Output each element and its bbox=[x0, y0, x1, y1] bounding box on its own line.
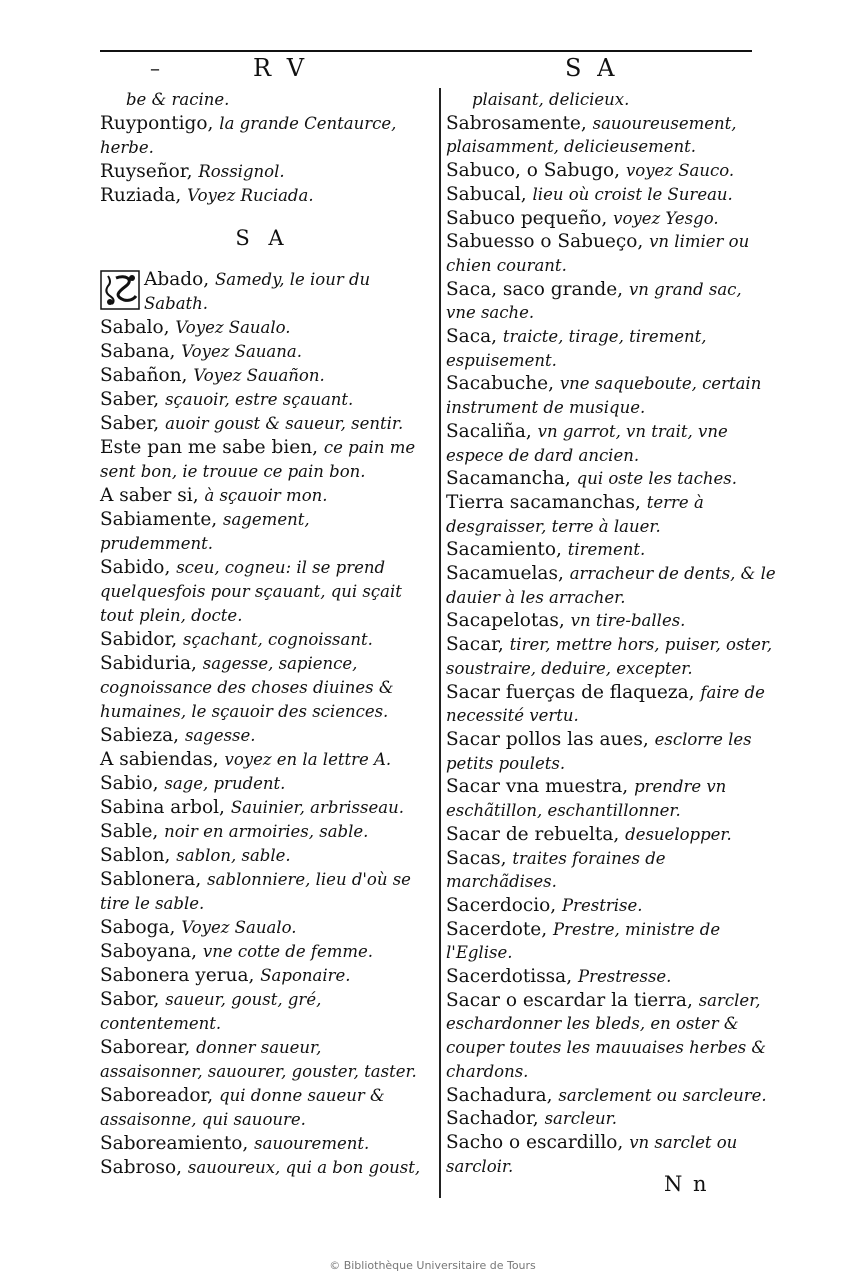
definition: plaisant, delicieux. bbox=[472, 90, 630, 109]
dictionary-entry bbox=[100, 112, 425, 160]
definition: sarcleur. bbox=[544, 1109, 617, 1129]
definition: Saponaire. bbox=[260, 966, 351, 985]
headword: Sacar vna muestra, bbox=[446, 776, 635, 798]
dictionary-entry bbox=[446, 609, 776, 633]
definition: sauoureux, qui a bon goust, bbox=[187, 1158, 421, 1177]
definition: Voyez Saualo. bbox=[175, 318, 291, 337]
definition: Rossignol. bbox=[198, 162, 285, 181]
dictionary-entry bbox=[100, 1132, 425, 1156]
headword: Sacabuche, bbox=[446, 373, 560, 395]
headword: Sabuco, o Sabugo, bbox=[446, 160, 626, 182]
dictionary-entry bbox=[100, 160, 425, 184]
ornamental-initial-s-icon bbox=[100, 270, 140, 310]
definition: be & racine. bbox=[126, 90, 230, 109]
dictionary-entry bbox=[100, 436, 425, 484]
dictionary-entry bbox=[100, 412, 425, 436]
definition: tirer, mettre hors, puiser, oster, soustraire, deduire, excepter. bbox=[446, 635, 773, 678]
definition: arracheur de dents, & le dauier à les arracher. bbox=[446, 564, 776, 607]
headword: Sabina arbol, bbox=[100, 797, 231, 818]
dictionary-entry bbox=[100, 388, 425, 412]
headword: Sabieza, bbox=[100, 725, 185, 746]
headword: Sabuco pequeño, bbox=[446, 207, 614, 229]
left-entries-post bbox=[100, 268, 425, 1180]
headword: A sabiendas, bbox=[100, 749, 225, 770]
dictionary-entry bbox=[100, 508, 425, 556]
definition: sauourement. bbox=[254, 1134, 370, 1153]
dictionary-entry bbox=[446, 823, 776, 847]
headword: Saber, bbox=[100, 413, 166, 434]
dictionary-entry bbox=[446, 1107, 776, 1131]
headword: Sabroso, bbox=[100, 1157, 188, 1178]
signature-mark: N n bbox=[664, 1172, 709, 1196]
dictionary-entry bbox=[100, 484, 425, 508]
dictionary-entry bbox=[446, 894, 776, 918]
definition: donner saueur, assaisonner, sauourer, gouster, taster. bbox=[100, 1038, 417, 1081]
definition: sarcler, eschardonner les bleds, en oster & couper toutes les mauuaises herbes & chardons. bbox=[446, 990, 767, 1081]
dictionary-entry bbox=[446, 847, 776, 894]
definition: sagement, prudemment. bbox=[100, 510, 310, 553]
dictionary-entry bbox=[446, 491, 776, 538]
definition: lieu où croist le Sureau. bbox=[532, 184, 733, 204]
definition: sablonniere, lieu d'où se tire le sable. bbox=[100, 870, 411, 913]
dictionary-entry bbox=[446, 562, 776, 609]
headword: Sacerdotissa, bbox=[446, 966, 578, 988]
definition: à sçauoir mon. bbox=[204, 486, 328, 505]
headword: Saca, saco grande, bbox=[446, 278, 629, 300]
definition: saueur, goust, gré, contentement. bbox=[100, 990, 322, 1033]
definition: vn tire-balles. bbox=[570, 611, 686, 631]
headword: Saborear, bbox=[100, 1037, 197, 1058]
headword: Saboreamiento, bbox=[100, 1133, 255, 1154]
headword: Saca, bbox=[446, 326, 503, 348]
definition: vn grand sac, vne sache. bbox=[446, 279, 742, 323]
dictionary-entry bbox=[100, 844, 425, 868]
dictionary-entry bbox=[100, 88, 425, 112]
headword: Tierra sacamanchas, bbox=[446, 491, 647, 513]
dictionary-entry bbox=[100, 820, 425, 844]
dictionary-entry bbox=[446, 207, 776, 231]
dictionary-entry bbox=[446, 112, 776, 159]
headword: Sabiduria, bbox=[100, 653, 203, 674]
dictionary-entry bbox=[100, 724, 425, 748]
dictionary-entry bbox=[446, 918, 776, 965]
dictionary-entry bbox=[100, 1036, 425, 1084]
headword: Sabio, bbox=[100, 773, 165, 794]
headword: Sabor, bbox=[100, 989, 166, 1010]
dictionary-entry bbox=[100, 916, 425, 940]
headword: Saboyana, bbox=[100, 941, 203, 962]
section-title: S A bbox=[235, 226, 290, 250]
definition: sauoureusement, plaisamment, delicieusement. bbox=[446, 113, 737, 157]
headword: Sacar de rebuelta, bbox=[446, 823, 626, 845]
headword: Saber, bbox=[100, 389, 166, 410]
headword: Sacamancha, bbox=[446, 468, 577, 490]
definition: sçachant, cognoissant. bbox=[183, 630, 373, 649]
headword: Sacar pollos las aues, bbox=[446, 728, 655, 750]
definition: voyez Yesgo. bbox=[613, 208, 719, 228]
definition: qui oste les taches. bbox=[576, 469, 737, 489]
headword: Saboreador, bbox=[100, 1085, 220, 1106]
dictionary-entry bbox=[100, 964, 425, 988]
definition: vn garrot, vn trait, vne espece de dard ancien. bbox=[446, 421, 728, 465]
headword: Sabañon, bbox=[100, 365, 194, 386]
headword: Sablon, bbox=[100, 845, 177, 866]
running-head-right: S A bbox=[565, 54, 619, 82]
headword: Sacho o escardillo, bbox=[446, 1131, 630, 1153]
definition: qui donne saueur & assaisonne, qui sauoure. bbox=[100, 1086, 385, 1129]
dictionary-entry bbox=[446, 372, 776, 419]
column-divider bbox=[439, 88, 441, 1198]
headword: Sacas, bbox=[446, 847, 513, 869]
dictionary-entry bbox=[446, 278, 776, 325]
dictionary-entry bbox=[100, 268, 425, 316]
headword: Sacerdote, bbox=[446, 918, 553, 940]
definition: esclorre les petits poulets. bbox=[446, 729, 752, 773]
definition: sçauoir, estre sçauant. bbox=[165, 390, 354, 409]
headword: Sabuesso o Sabueço, bbox=[446, 231, 650, 253]
dictionary-entry bbox=[100, 364, 425, 388]
left-column bbox=[100, 88, 425, 1180]
definition: prendre vn eschãtillon, eschantillonner. bbox=[446, 777, 727, 821]
definition: sage, prudent. bbox=[164, 774, 286, 793]
headword: Saboga, bbox=[100, 917, 182, 938]
headword: Sachadura, bbox=[446, 1084, 559, 1106]
dictionary-entry bbox=[446, 989, 776, 1084]
headword: Sachador, bbox=[446, 1108, 545, 1130]
dictionary-entry bbox=[446, 420, 776, 467]
headword: Sacaliña, bbox=[446, 420, 538, 442]
top-rule bbox=[100, 50, 752, 52]
definition: voyez Sauco. bbox=[625, 161, 735, 181]
dictionary-entry bbox=[100, 940, 425, 964]
headword: Ruyseñor, bbox=[100, 161, 199, 182]
definition: Sauinier, arbrisseau. bbox=[230, 798, 404, 817]
headword: Sacar, bbox=[446, 634, 510, 656]
dictionary-entry bbox=[446, 728, 776, 775]
dictionary-entry bbox=[446, 775, 776, 822]
definition: traites foraines de marchãdises. bbox=[446, 848, 666, 892]
headword: Abado, bbox=[144, 269, 215, 290]
definition: voyez en la lettre A. bbox=[224, 750, 392, 769]
definition: vne cotte de femme. bbox=[202, 942, 374, 961]
headword: Sacapelotas, bbox=[446, 610, 571, 632]
dictionary-entry bbox=[446, 467, 776, 491]
definition: ce pain me sent bon, ie trouue ce pain bon. bbox=[100, 438, 416, 481]
headword: Sabido, bbox=[100, 557, 177, 578]
dictionary-entry bbox=[100, 556, 425, 628]
definition: sablon, sable. bbox=[176, 846, 291, 865]
headword: Sable, bbox=[100, 821, 165, 842]
dictionary-entry bbox=[446, 965, 776, 989]
dictionary-entry bbox=[100, 772, 425, 796]
left-entries-pre bbox=[100, 88, 425, 208]
header-dash: – bbox=[150, 56, 160, 80]
dictionary-entry bbox=[446, 183, 776, 207]
definition: vn sarclet ou sarcloir. bbox=[446, 1132, 738, 1176]
definition: vn limier ou chien courant. bbox=[446, 232, 750, 275]
definition: Voyez Saualo. bbox=[181, 918, 297, 937]
library-credit: © Bibliothèque Universitaire de Tours bbox=[329, 1259, 536, 1272]
definition: Samedy, le iour du Sabath. bbox=[144, 270, 371, 313]
dictionary-entry bbox=[100, 1156, 425, 1180]
headword: Sabrosamente, bbox=[446, 112, 593, 134]
dictionary-entry bbox=[446, 159, 776, 183]
dictionary-entry bbox=[100, 988, 425, 1036]
definition: sceu, cogneu: il se prend quelquesfois pour sçauant, qui sçait tout plein, docte. bbox=[100, 558, 402, 625]
definition: auoir goust & saueur, sentir. bbox=[165, 414, 404, 433]
definition: Voyez Sauana. bbox=[181, 342, 302, 361]
dictionary-entry bbox=[446, 88, 776, 112]
definition: Prestrise. bbox=[562, 895, 643, 915]
right-column bbox=[446, 88, 776, 1178]
definition: la grande Centaurce, herbe. bbox=[100, 114, 397, 157]
definition: Prestresse. bbox=[577, 967, 672, 987]
definition: traicte, tirage, tirement, espuisement. bbox=[446, 327, 707, 370]
dictionary-entry bbox=[100, 1084, 425, 1132]
definition: Voyez Sauañon. bbox=[193, 366, 325, 385]
headword: Sabonera yerua, bbox=[100, 965, 261, 986]
headword: Sacamiento, bbox=[446, 539, 568, 561]
headword: Ruziada, bbox=[100, 185, 188, 206]
dictionary-entry bbox=[100, 184, 425, 208]
headword: Sacerdocio, bbox=[446, 894, 563, 916]
headword: Sabiamente, bbox=[100, 509, 224, 530]
headword: Sabidor, bbox=[100, 629, 184, 650]
headword: Sabalo, bbox=[100, 317, 176, 338]
dictionary-entry bbox=[100, 868, 425, 916]
definition: tirement. bbox=[567, 540, 646, 560]
right-entries bbox=[446, 88, 776, 1178]
dictionary-entry bbox=[446, 681, 776, 728]
headword: Sabana, bbox=[100, 341, 182, 362]
dictionary-entry bbox=[100, 340, 425, 364]
headword: Sacar fuerças de flaqueza, bbox=[446, 681, 701, 703]
dictionary-entry bbox=[100, 652, 425, 724]
definition: noir en armoiries, sable. bbox=[164, 822, 369, 841]
definition: desuelopper. bbox=[625, 824, 732, 844]
dictionary-entry bbox=[446, 538, 776, 562]
running-head-left: R V bbox=[253, 54, 309, 82]
definition: sarclement ou sarcleure. bbox=[558, 1085, 767, 1105]
dictionary-entry bbox=[446, 1084, 776, 1108]
dictionary-entry bbox=[100, 796, 425, 820]
dictionary-entry bbox=[446, 325, 776, 372]
definition: faire de necessité vertu. bbox=[446, 682, 765, 726]
definition: sagesse, sapience, cognoissance des choses diuines & humaines, le sçauoir des sciences. bbox=[100, 654, 394, 721]
headword: A saber si, bbox=[100, 485, 205, 506]
definition: Voyez Ruciada. bbox=[187, 186, 314, 205]
dictionary-entry bbox=[100, 748, 425, 772]
headword: Sacamuelas, bbox=[446, 563, 570, 585]
definition: sagesse. bbox=[184, 726, 256, 745]
headword: Este pan me sabe bien, bbox=[100, 437, 324, 458]
headword: Sabucal, bbox=[446, 183, 533, 205]
dictionary-entry bbox=[100, 316, 425, 340]
headword: Sacar o escardar la tierra, bbox=[446, 989, 699, 1011]
definition: Prestre, ministre de l'Eglise. bbox=[446, 919, 721, 963]
definition: terre à desgraisser, terre à lauer. bbox=[446, 492, 704, 536]
definition: vne saqueboute, certain instrument de musique. bbox=[446, 374, 762, 418]
dictionary-entry bbox=[100, 628, 425, 652]
headword: Ruypontigo, bbox=[100, 113, 220, 134]
headword: Sablonera, bbox=[100, 869, 208, 890]
dictionary-entry bbox=[446, 1131, 776, 1178]
dictionary-entry bbox=[446, 230, 776, 277]
dictionary-entry bbox=[446, 633, 776, 680]
